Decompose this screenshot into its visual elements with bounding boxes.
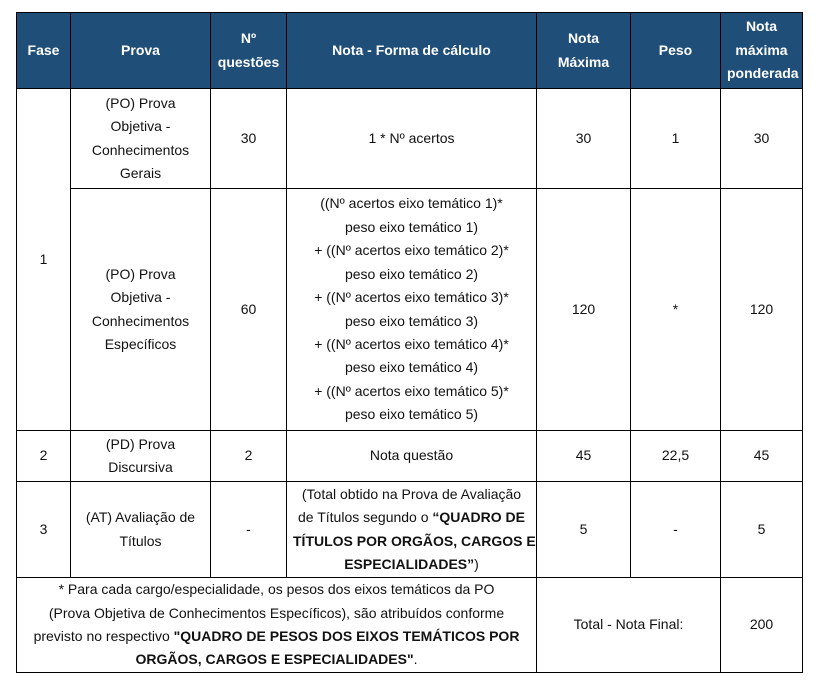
ponderada-cell: 45 — [721, 431, 803, 482]
header-nota-maxima: Nota Máxima — [537, 13, 631, 89]
prova-cell: (AT) Avaliação de Títulos — [71, 482, 211, 578]
footnote-line: (Prova Objetiva de Conhecimentos Específicos), são atribuídos conforme — [48, 604, 505, 621]
prova-cell: (PO) Prova Objetiva - Conhecimentos Específicos — [71, 189, 211, 431]
formula-cell: 1 * Nº acertos — [287, 89, 537, 189]
formula-cell — [287, 189, 537, 431]
peso-cell: * — [631, 189, 721, 431]
fase-cell: 1 — [17, 89, 71, 431]
table-row — [17, 482, 803, 578]
table-row — [17, 431, 803, 482]
questoes-cell: 2 — [211, 431, 287, 482]
fase-cell: 2 — [17, 431, 71, 482]
formula-line: peso eixo temático 3) — [344, 312, 479, 329]
formula-line: + ((Nº acertos eixo temático 5)* — [314, 382, 509, 399]
header-row — [17, 13, 803, 89]
ponderada-cell: 120 — [721, 189, 803, 431]
formula-line: peso eixo temático 1) — [344, 218, 479, 235]
footnote-line: * Para cada cargo/especialidade, os pesos dos eixos temáticos da PO — [58, 581, 495, 598]
prova-cell: (PD) Prova Discursiva — [71, 431, 211, 482]
prova-cell: (PO) Prova Objetiva - Conhecimentos Gerais — [71, 89, 211, 189]
header-nota-forma-calculo: Nota - Forma de cálculo — [287, 13, 537, 89]
formula-line: + ((Nº acertos eixo temático 3)* — [314, 289, 509, 306]
ponderada-cell: 5 — [721, 482, 803, 578]
nota-maxima-cell: 120 — [537, 189, 631, 431]
total-label-cell: Total - Nota Final: — [537, 578, 721, 673]
formula-line: + ((Nº acertos eixo temático 4)* — [314, 335, 509, 352]
total-value-cell: 200 — [721, 578, 803, 673]
questoes-cell: 60 — [211, 189, 287, 431]
fase-cell: 3 — [17, 482, 71, 578]
nota-maxima-cell: 45 — [537, 431, 631, 482]
questoes-cell: 30 — [211, 89, 287, 189]
table-row — [17, 189, 803, 431]
table-row — [17, 89, 803, 189]
peso-cell: 1 — [631, 89, 721, 189]
scoring-table — [16, 12, 803, 673]
nota-maxima-cell: 5 — [537, 482, 631, 578]
header-fase: Fase — [17, 13, 71, 89]
formula-cell: Nota questão — [287, 431, 537, 482]
formula-line: peso eixo temático 4) — [344, 359, 479, 376]
formula-line: ESPECIALIDADES”) — [344, 555, 479, 572]
questoes-cell: - — [211, 482, 287, 578]
footer-row — [17, 578, 803, 673]
footnote-line: ORGÃOS, CARGOS E ESPECIALIDADES". — [135, 651, 418, 668]
formula-line: de Títulos segundo o “QUADRO DE — [298, 509, 525, 526]
header-prova: Prova — [71, 13, 211, 89]
header-num-questoes: Nº questões — [211, 13, 287, 89]
ponderada-cell: 30 — [721, 89, 803, 189]
peso-cell: - — [631, 482, 721, 578]
formula-line: ((Nº acertos eixo temático 1)* — [320, 195, 503, 212]
formula-line: TÍTULOS POR ORGÃOS, CARGOS E — [293, 532, 536, 549]
header-peso: Peso — [631, 13, 721, 89]
footnote-line: previsto no respectivo "QUADRO DE PESOS DOS EIXOS TEMÁTICOS POR — [33, 628, 520, 644]
header-nota-maxima-ponderada: Nota máxima ponderada — [721, 13, 803, 89]
formula-line: (Total obtido na Prova de Avaliação — [301, 485, 522, 502]
formula-line: peso eixo temático 5) — [344, 406, 479, 423]
nota-maxima-cell: 30 — [537, 89, 631, 189]
formula-line: + ((Nº acertos eixo temático 2)* — [314, 242, 509, 259]
formula-cell — [287, 482, 537, 578]
formula-line: peso eixo temático 2) — [344, 265, 479, 282]
footnote-cell — [17, 578, 537, 673]
peso-cell: 22,5 — [631, 431, 721, 482]
